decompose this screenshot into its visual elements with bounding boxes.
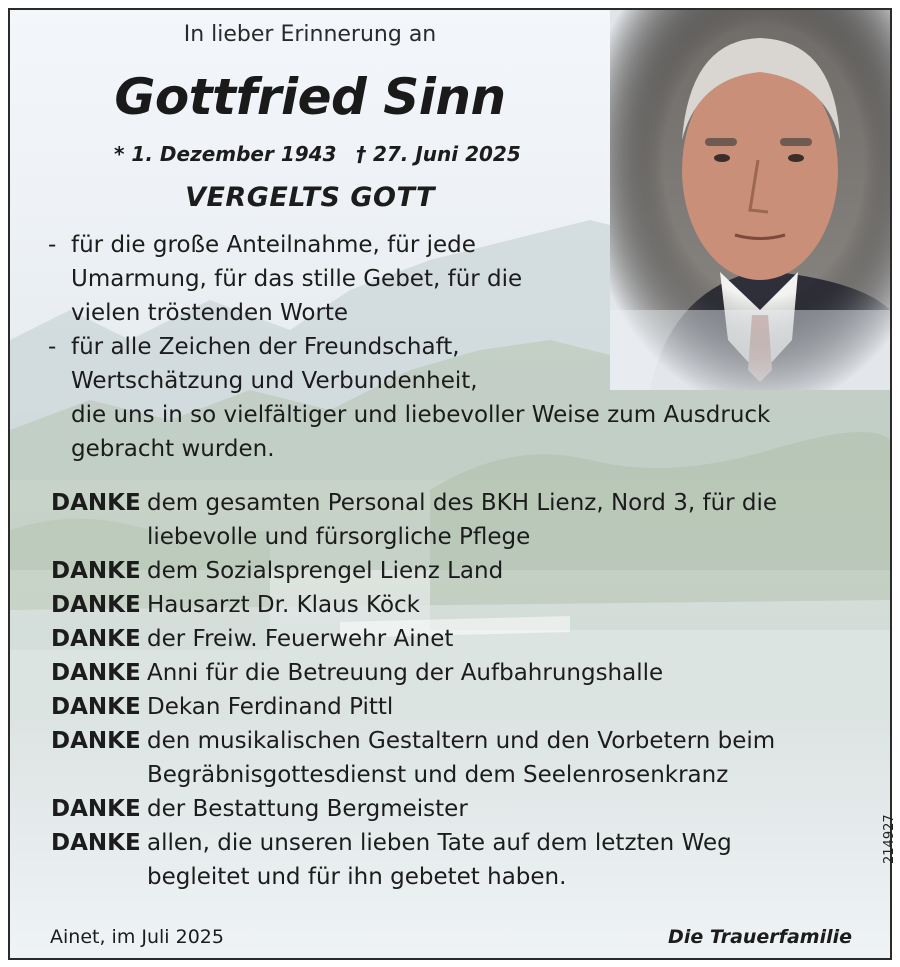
- danke-text: Dekan Ferdinand Pittl: [147, 694, 394, 720]
- danke-text: dem gesamten Personal des BKH Lienz, Nord 3, für die: [147, 490, 778, 516]
- danke-label: DANKE: [51, 592, 141, 618]
- danke-text: Begräbnisgottesdienst und dem Seelenrosenkranz: [147, 762, 729, 788]
- danke-text: allen, die unseren lieben Tate auf dem letzten Weg: [147, 830, 732, 856]
- place-date: Ainet, im Juli 2025: [50, 926, 224, 948]
- danke-label: DANKE: [51, 490, 141, 516]
- danke-text: der Freiw. Feuerwehr Ainet: [147, 626, 454, 652]
- danke-text: dem Sozialsprengel Lienz Land: [147, 558, 504, 584]
- danke-label: DANKE: [51, 558, 141, 584]
- obituary-card: [8, 8, 897, 960]
- signature: Die Trauerfamilie: [668, 926, 852, 948]
- danke-text: der Bestattung Bergmeister: [147, 796, 468, 822]
- bullet-line: die uns in so vielfältiger und liebevoller Weise zum Ausdruck: [71, 402, 771, 428]
- bullet-dash: -: [48, 232, 57, 258]
- deceased-name: Gottfried Sinn: [114, 68, 506, 126]
- danke-label: DANKE: [51, 796, 141, 822]
- thanks-heading: VERGELTS GOTT: [185, 182, 435, 213]
- birth-date: * 1. Dezember 1943: [114, 142, 337, 166]
- bullet-dash: -: [48, 334, 57, 360]
- bullet-line: für die große Anteilnahme, für jede: [71, 232, 476, 258]
- death-date: † 27. Juni 2025: [356, 142, 521, 166]
- portrait-photo: [610, 10, 890, 390]
- intro-line: In lieber Erinnerung an: [183, 22, 437, 47]
- danke-text: begleitet und für ihn gebetet haben.: [147, 864, 567, 890]
- danke-text: liebevolle und fürsorgliche Pflege: [147, 524, 531, 550]
- danke-text: Hausarzt Dr. Klaus Köck: [147, 592, 420, 618]
- bullet-line: Umarmung, für das stille Gebet, für die: [71, 266, 523, 292]
- ad-code: 214927: [882, 814, 897, 864]
- bullet-line: für alle Zeichen der Freundschaft,: [71, 334, 460, 360]
- danke-label: DANKE: [51, 830, 141, 856]
- bullet-line: gebracht wurden.: [71, 436, 275, 462]
- danke-label: DANKE: [51, 728, 141, 754]
- danke-label: DANKE: [51, 694, 141, 720]
- danke-text: Anni für die Betreuung der Aufbahrungshalle: [147, 660, 664, 686]
- danke-text: den musikalischen Gestaltern und den Vorbetern beim: [147, 728, 776, 754]
- bullet-line: vielen tröstenden Worte: [71, 300, 349, 326]
- bullet-line: Wertschätzung und Verbundenheit,: [71, 368, 478, 394]
- danke-label: DANKE: [51, 660, 141, 686]
- danke-label: DANKE: [51, 626, 141, 652]
